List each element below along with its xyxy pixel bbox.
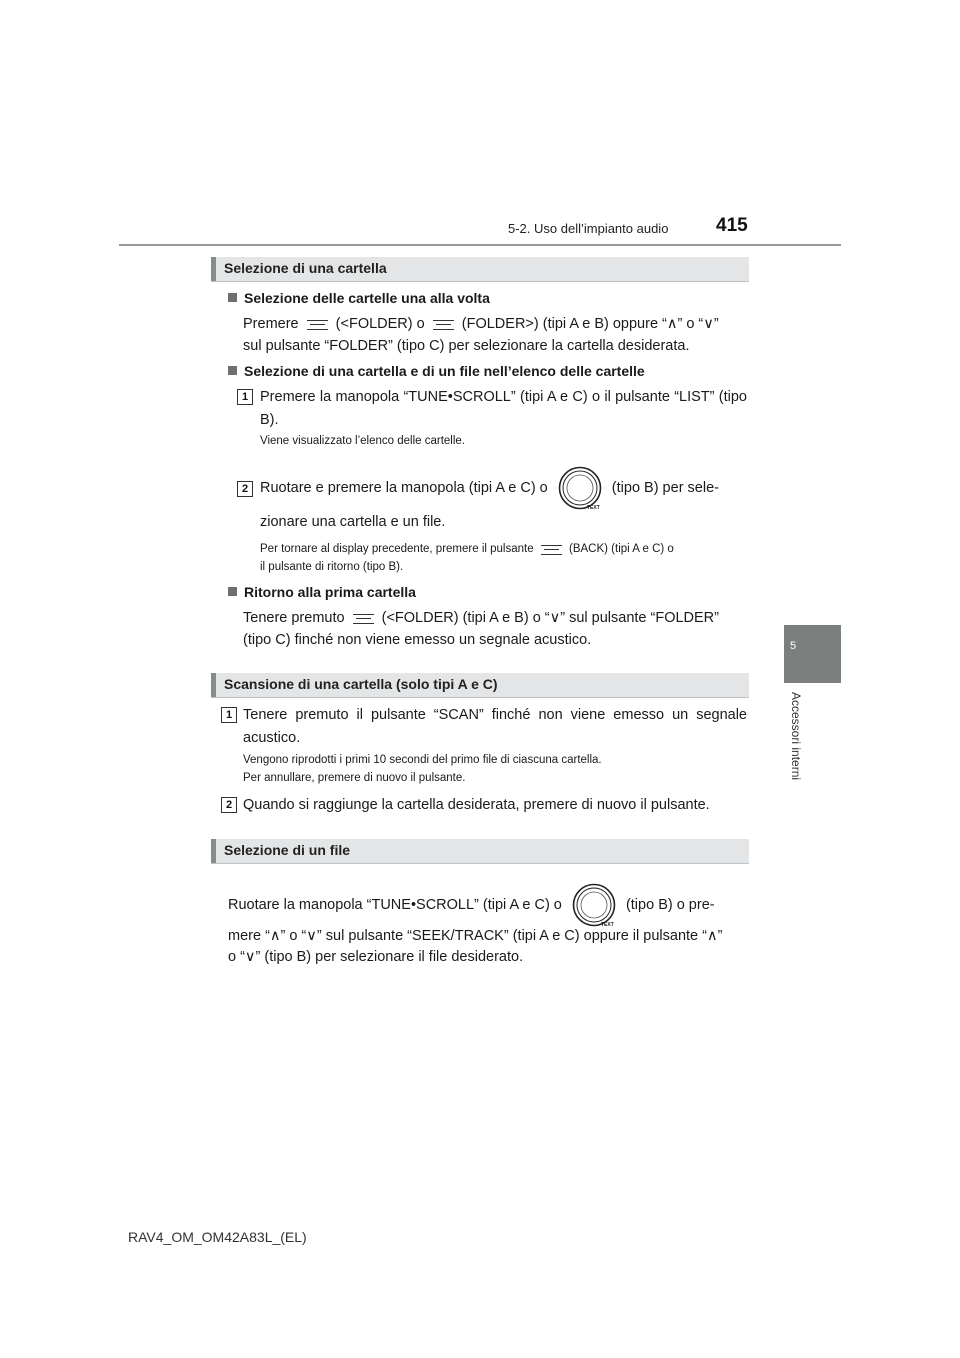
step-number-badge: 2 (237, 481, 253, 497)
section-title: Scansione di una cartella (solo tipi A e C) (224, 676, 498, 692)
subheading-return-first: Ritorno alla prima cartella (228, 584, 416, 600)
step-note: Vengono riprodotti i primi 10 secondi del primo file di ciascuna cartella. (243, 754, 602, 766)
knob-icon (572, 883, 616, 927)
button-icon (353, 613, 374, 623)
section-header-scan (211, 673, 749, 698)
section-header-folder (211, 257, 749, 282)
button-icon (433, 319, 454, 329)
subheading-folder-list: Selezione di una cartella e di un file nell’elenco delle cartelle (228, 363, 645, 379)
header-section-title: 5-2. Uso dell’impianto audio (508, 221, 669, 236)
step-note: Viene visualizzato l’elenco delle cartelle. (260, 435, 465, 447)
step-text: Tenere premuto il pulsante “SCAN” finché non viene emesso un segnale acustico. (243, 707, 747, 746)
paragraph-line: (tipo C) finché non viene emesso un segnale acustico. (243, 632, 592, 648)
step-note: il pulsante di ritorno (tipo B). (260, 561, 404, 573)
paragraph-line: sul pulsante “FOLDER” (tipo C) per selezionare la cartella desiderata. (243, 338, 690, 354)
step-text: Quando si raggiunge la cartella desiderata, premere di nuovo il pulsante. (243, 797, 710, 813)
header-rule (119, 244, 841, 246)
paragraph-line: Premere (<FOLDER) o (FOLDER>) (tipi A e B) oppure “∧” o “∨” (243, 316, 719, 332)
step-note: Per tornare al display precedente, premere il pulsante (BACK) (tipi A e C) o (260, 543, 674, 555)
step-text: Ruotare e premere la manopola (tipi A e C) o TEXT (tipo B) per sele- (260, 466, 747, 510)
back-button-icon (541, 544, 562, 554)
paragraph-line: o “∨” (tipo B) per selezionare il file desiderato. (228, 949, 524, 965)
section-header-file (211, 839, 749, 864)
button-icon (307, 319, 328, 329)
chapter-tab (784, 625, 841, 683)
chapter-number: 5 (789, 640, 797, 652)
footer-doc-code: RAV4_OM_OM42A83L_(EL) (128, 1229, 307, 1245)
step-number-badge: 1 (237, 389, 253, 405)
knob-icon (558, 466, 602, 510)
step-note: Per annullare, premere di nuovo il pulsante. (243, 772, 466, 784)
chapter-label: Accessori interni (789, 692, 803, 781)
paragraph-line: Tenere premuto (<FOLDER) (tipi A e B) o “∨” sul pulsante “FOLDER” (243, 610, 719, 626)
svg-text:TEXT: TEXT (600, 922, 614, 927)
paragraph-line: mere “∧” o “∨” sul pulsante “SEEK/TRACK” (tipi A e C) oppure il pulsante “∧” (228, 928, 723, 944)
page-number: 415 (716, 215, 748, 236)
step-number-badge: 2 (221, 797, 237, 813)
subheading-one-at-a-time: Selezione delle cartelle una alla volta (228, 290, 490, 306)
section-title: Selezione di un file (224, 842, 351, 858)
section-title: Selezione di una cartella (224, 260, 387, 276)
svg-text:TEXT: TEXT (586, 505, 600, 510)
step-text: zionare una cartella e un file. (260, 514, 446, 530)
step-number-badge: 1 (221, 707, 237, 723)
step-text: Premere la manopola “TUNE•SCROLL” (tipi A e C) o il pulsante “LIST” (tipo B). (260, 389, 747, 428)
paragraph-line: Ruotare la manopola “TUNE•SCROLL” (tipi A e C) o TEXT (tipo B) o pre- (228, 883, 747, 927)
